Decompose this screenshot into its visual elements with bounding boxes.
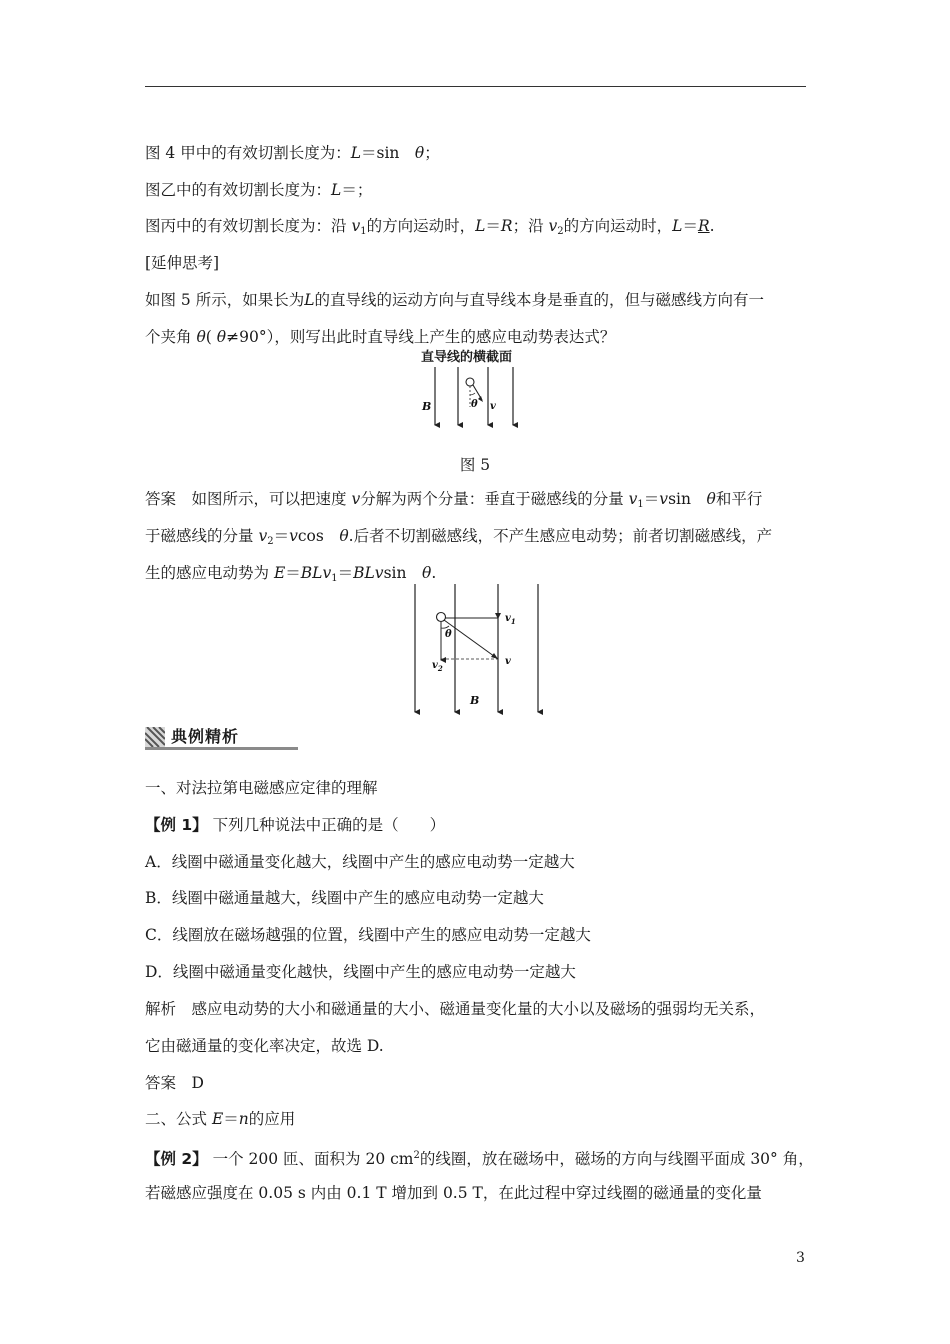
example1-analysis-2: 它由磁通量的变化率决定，故选 D.	[145, 1037, 384, 1055]
text-line-fig-bing: 图丙中的有效切割长度为：沿 $v_1$的方向运动时，L＝R；沿 $v_2$的方向运动时，L＝R.	[145, 217, 715, 237]
answer-line-3: 生的感应电动势为 E＝BLv$_1$＝BLvsin θ.	[145, 564, 437, 584]
answer-label-v: v	[505, 656, 511, 667]
text-line-fig-yi: 图乙中的有效切割长度为：L＝；	[145, 181, 373, 199]
example1-option-a: A．线圈中磁通量变化越大，线圈中产生的感应电动势一定越大	[145, 853, 575, 871]
text-line-question-2: 个夹角 θ( θ≠90°），则写出此时直导线上产生的感应电动势表达式？	[145, 328, 616, 346]
header-rule	[145, 86, 806, 87]
section-underline	[145, 747, 298, 750]
figure5-label-B: B	[422, 400, 432, 413]
figure5-caption: 图 5	[459, 456, 491, 474]
answer-line-1: 答案 如图所示，可以把速度 v分解为两个分量：垂直于磁感线的分量 $v_1=vsin$ θ和平行	[145, 490, 763, 510]
example1-option-d: D．线圈中磁通量变化越快，线圈中产生的感应电动势一定越大	[145, 963, 576, 981]
answer-label-B: B	[470, 694, 480, 707]
figure5-diagram	[410, 365, 530, 430]
example2-line-2: 若磁感应强度在 0.05 s 内由 0.1 T 增加到 0.5 T，在此过程中穿过线圈的磁通量的变化量	[145, 1184, 762, 1202]
answer-label-theta: θ	[445, 629, 452, 640]
page-number: 3	[796, 1250, 805, 1266]
text-line-question-1: 如图 5 所示，如果长为L的直导线的运动方向与直导线本身是垂直的，但与磁感线方向有一	[145, 291, 765, 309]
answer-label-v2: $v_2$	[432, 660, 443, 673]
section-heading-typical-examples	[145, 724, 298, 750]
section-title: 典例精析	[171, 727, 240, 746]
example1-answer: 答案 D	[145, 1074, 204, 1092]
example1-option-c: C．线圈放在磁场越强的位置，线圈中产生的感应电动势一定越大	[145, 926, 591, 944]
figure5-title: 直导线的横截面	[421, 350, 513, 365]
figure5-label-theta: θ	[471, 399, 478, 410]
example1-question: 【例 1】 下列几种说法中正确的是（ ）	[145, 816, 446, 834]
extended-thinking-heading: [延伸思考]	[145, 254, 220, 272]
example1-option-b: B．线圈中磁通量越大，线圈中产生的感应电动势一定越大	[145, 889, 544, 907]
part2-title: 二、公式 E＝n的应用	[145, 1110, 296, 1128]
example2-line-1: 【例 2】 一个 200 匝、面积为 20 $cm^2$的线圈，放在磁场中，磁场的方向与线圈平面成 30° 角，	[145, 1150, 814, 1168]
part1-title: 一、对法拉第电磁感应定律的理解	[145, 779, 378, 797]
answer-label-v1: $v_1$	[505, 613, 516, 626]
answer-line-2: 于磁感线的分量 $v_2=vcos$ θ.后者不切割磁感线，不产生感应电动势；前者切割磁感线，产	[145, 527, 773, 547]
text-line-fig4-jia: 图 4 甲中的有效切割长度为：L＝sin θ；	[145, 144, 440, 162]
section-stripe-icon	[145, 727, 165, 747]
figure5-label-v: v	[490, 401, 496, 412]
answer-decomposition-diagram	[405, 582, 550, 717]
example1-analysis-1: 解析 感应电动势的大小和磁通量的大小、磁通量变化量的大小以及磁场的强弱均无关系，	[145, 1000, 766, 1018]
